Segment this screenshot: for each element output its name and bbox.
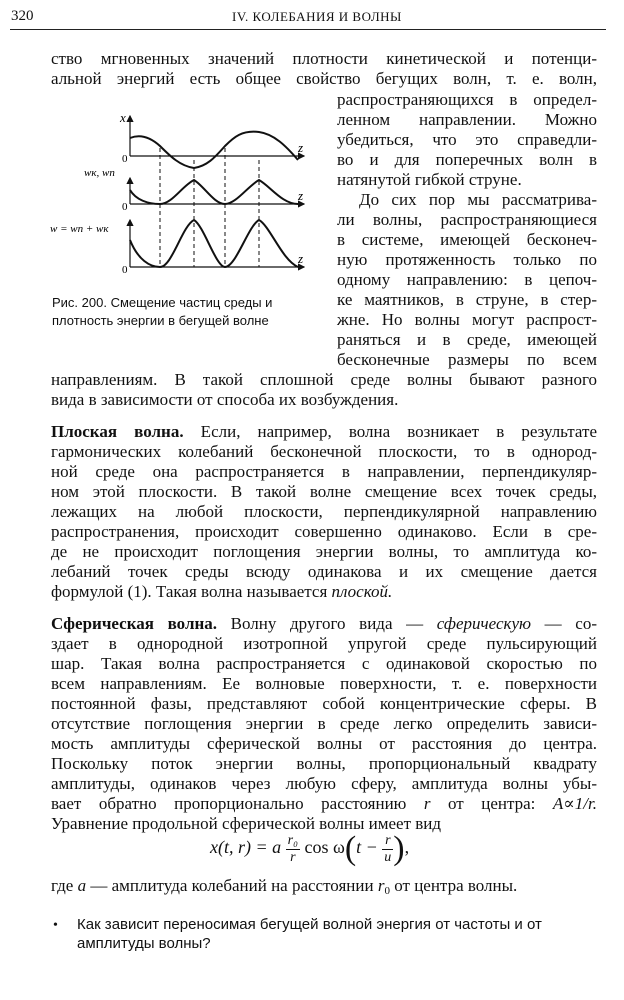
text-line: здает в однородной изотропной упругой среде пульсирующий (51, 634, 597, 653)
text-line: Поскольку поток энергии волны, пропорциональный квадрату (51, 754, 597, 773)
proportionality-expression: A∝1/r. (552, 794, 597, 813)
svg-text:x: x (120, 110, 126, 125)
text-line: бесконечные размеры по всем (337, 350, 597, 369)
text-line: в системе, имеющей бесконеч- (337, 230, 597, 249)
svg-text:z: z (298, 140, 304, 155)
spherical-wave-first-line: Сферическая волна. Волну другого вида — сферическую — со- (51, 614, 597, 633)
text-line: ке маятников, в струне, в стер- (337, 290, 597, 309)
text-line: амплитуды, одинаков через любую сферу, амплитуда волны убы- (51, 774, 597, 793)
running-head: IV. КОЛЕБАНИЯ И ВОЛНЫ (232, 9, 402, 24)
plane-wave-heading: Плоская волна. (51, 422, 184, 441)
text-line: раняться и в среде, имеющей (337, 330, 597, 349)
plane-wave-first-line: Плоская волна. Если, например, волна возникает в результате (51, 422, 598, 441)
text-line: ную протяженность только по (337, 250, 597, 269)
text-line: убедиться, что это справедли- (337, 130, 597, 149)
text-line: распространяющихся в определ- (337, 90, 597, 109)
text-line: распространения, происходит совершенно одинаково. Если в сре- (51, 522, 597, 541)
text-line: ном этой плоскости. В такой волне смещение всех точек среды, (51, 482, 597, 501)
svg-text:z: z (298, 188, 304, 203)
text-line: гармонических колебаний бесконечной плоскости, то в однород- (51, 442, 597, 461)
text-line: лежащих на любой плоскости, перпендикулярной направлению (51, 502, 597, 521)
question-bullet: • (53, 918, 58, 933)
text-line: До сих пор мы рассматрива- (359, 190, 597, 209)
text-line: лебаний точек среды всюду одинакова и их смещение дается (51, 562, 597, 581)
text-line: жне. Но волны могут распрост- (337, 310, 597, 329)
text-line: мость амплитуды сферической волны от расстояния до центра. (51, 734, 597, 753)
plane-wave-term: плоской. (331, 582, 393, 601)
spherical-wave-heading: Сферическая волна. (51, 614, 218, 633)
page-number: 320 (11, 8, 34, 24)
spherical-wave-formula: x(t, r) = a $\frac{\text{r₀}}{r}$ cos ω(t − $\frac{r}{u}$ ), (210, 830, 410, 867)
svg-text:wк, wп: wк, wп (84, 167, 115, 179)
svg-text:0: 0 (122, 264, 128, 276)
text-line: де не происходит поглощения энергии волны, то амплитуда ко- (51, 542, 597, 561)
text-line: постоянной фазы, представляют собой концентрические сферы. В (51, 694, 597, 713)
svg-text:z: z (298, 251, 304, 266)
displacement-curve (130, 132, 298, 168)
total-energy-curve (130, 220, 298, 267)
text-line: одному направлению: в цепоч- (337, 270, 597, 289)
text-line: Уравнение продольной сферической волны имеет вид (51, 814, 442, 833)
wave-figure (50, 110, 316, 280)
header-rule (10, 29, 606, 30)
text-line: всем направлениям. Ее волновые поверхности, т. е. поверхности (51, 674, 597, 693)
question-line: Как зависит переносимая бегущей волной энергия от частоты и от (77, 916, 542, 933)
energy-density-curve (130, 180, 298, 204)
text-line: альной энергий есть общее свойство бегущих волн, т. е. волн, (51, 69, 597, 88)
text-line: во и для поперечных волн в (337, 150, 597, 169)
text-line: шар. Такая волна распространяется с одинаковой скоростью по (51, 654, 597, 673)
svg-text:w = wп + wк: w = wп + wк (50, 223, 109, 235)
text-line: отсутствие поглощения энергии в среде легко определить зависи- (51, 714, 597, 733)
svg-text:0: 0 (122, 153, 128, 165)
text-line: формулой (1). Такая волна называется плоской. (51, 582, 393, 601)
text-line: ной среде она распространяется в направлении, перпендикуляр- (51, 462, 597, 481)
svg-text:0: 0 (122, 201, 128, 213)
text-line: вида в зависимости от способа их возбуждения. (51, 390, 399, 409)
text-line: ство мгновенных значений плотности кинетической и потенци- (51, 49, 597, 68)
text-line: направлениям. В такой сплошной среде волны бывают разного (51, 370, 597, 389)
question-line: амплитуды волны? (77, 935, 211, 952)
text-line: вает обратно пропорционально расстоянию r от центра: A∝1/r. (51, 794, 597, 813)
text-line: ли волны, распространяющиеся (337, 210, 597, 229)
text-line: где a — амплитуда колебаний на расстоянии $r_0$ от центра волны. (51, 876, 518, 897)
text-line: натянутой гибкой струне. (337, 170, 522, 189)
text-line: ленном направлении. Можно (337, 110, 597, 129)
